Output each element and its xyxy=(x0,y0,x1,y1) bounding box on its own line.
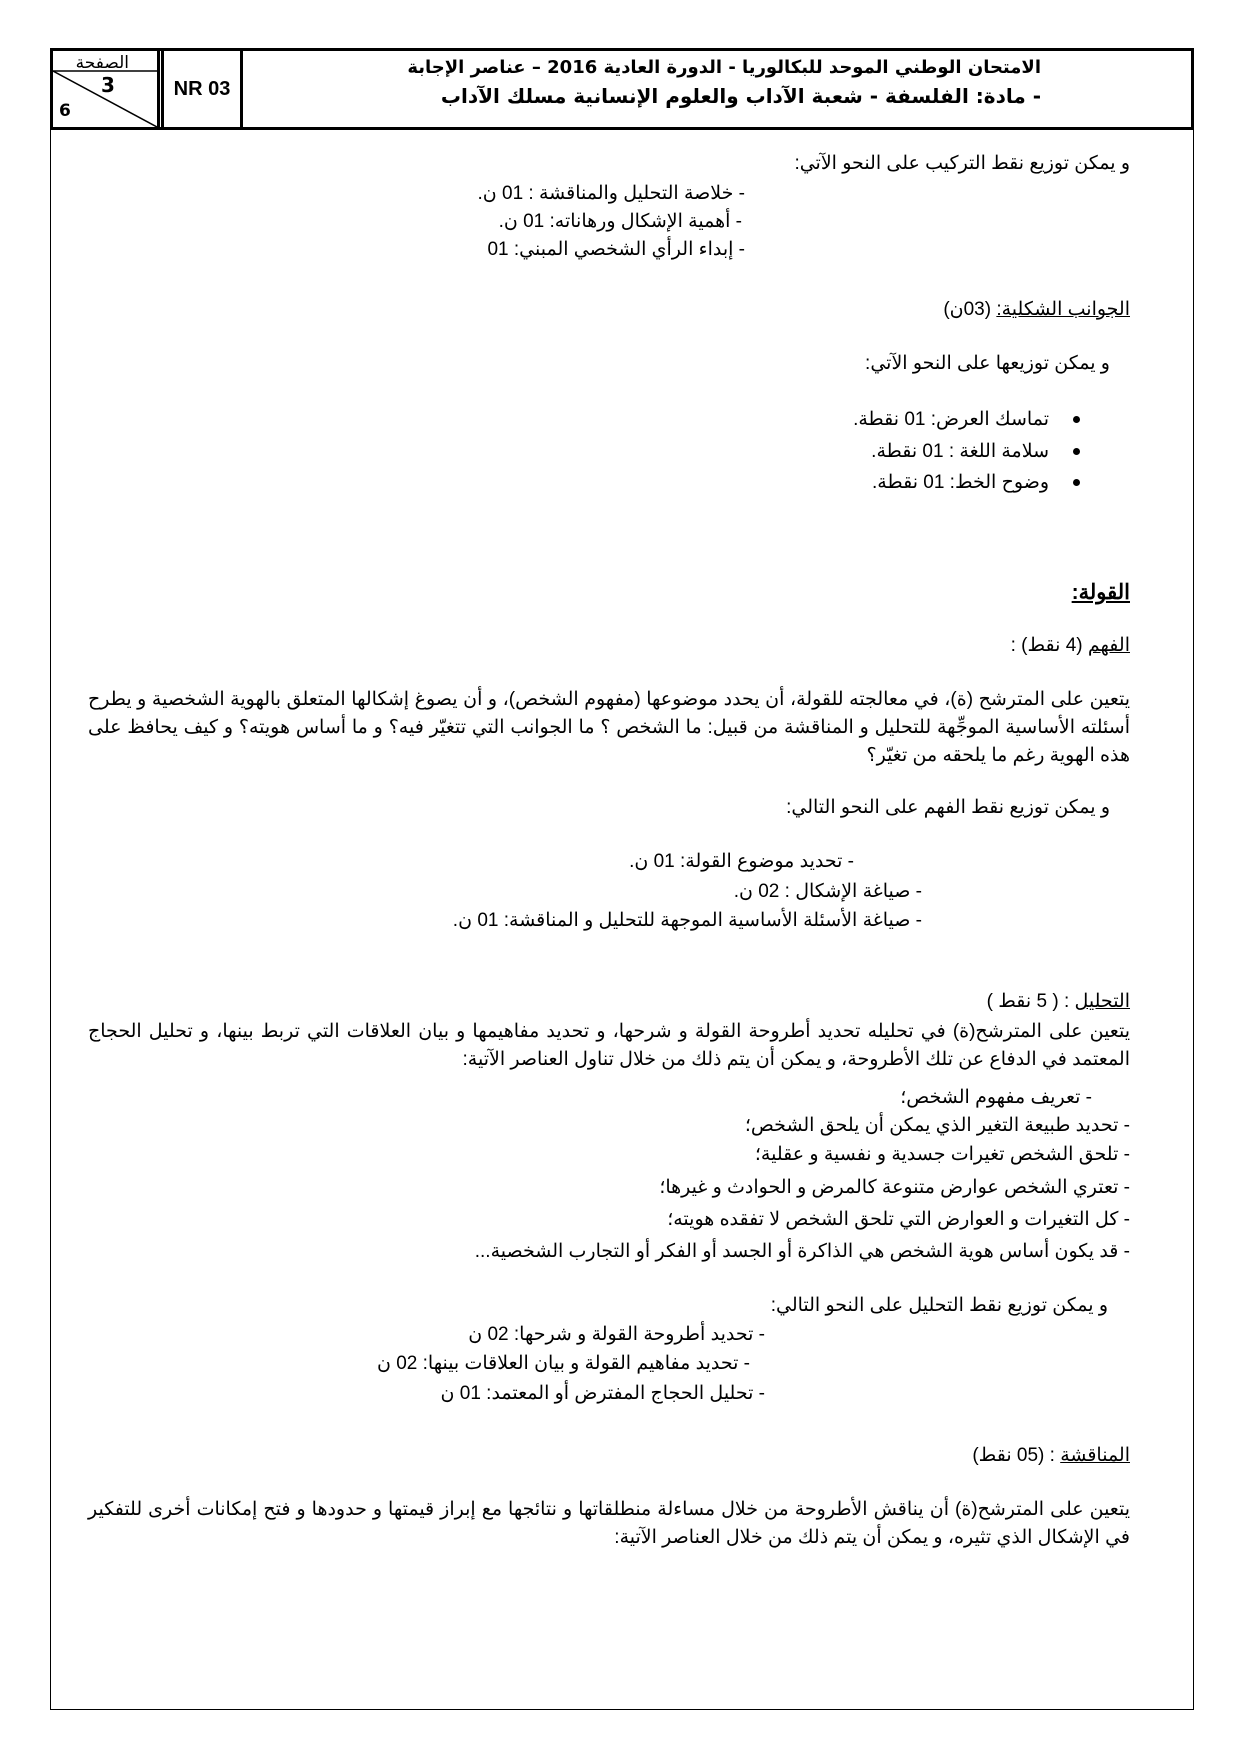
analysis-heading-line xyxy=(987,990,1130,1013)
understanding-heading-line xyxy=(1011,634,1130,657)
bullet-icon xyxy=(1073,479,1080,486)
page-number: 3 xyxy=(101,73,115,97)
formal-heading: الجوانب الشكلية: xyxy=(996,299,1130,320)
exam-header xyxy=(50,48,1194,130)
understanding-item: - صياغة الإشكال : 02 ن. xyxy=(733,881,922,902)
analysis-heading: التحليل xyxy=(1074,991,1130,1012)
formal-item: سلامة اللغة : 01 نقطة. xyxy=(871,440,1080,463)
title-line-2: - مادة: الفلسفة - شعبة الآداب والعلوم الإنسانية مسلك الآداب xyxy=(440,84,1041,108)
formal-item: وضوح الخط: 01 نقطة. xyxy=(872,471,1080,494)
analysis-item: - تحديد أطروحة القولة و شرحها: 02 ن xyxy=(468,1324,765,1345)
synthesis-item: - أهمية الإشكال ورهاناته: 01 ن. xyxy=(498,211,742,232)
analysis-paragraph: يتعين على المترشح(ة) في تحليله تحديد أطروحة القولة و شرحها، و تحديد مفاهيمها و بيان العلاقات التي تربط بينها، و تحليل الحجاج المعتمد في الدفاع عن تلك الأطروحة، و يمكن أن يتم ذلك من خلال تناول العناصر الآتية: xyxy=(88,1021,1130,1070)
understanding-paragraph: يتعين على المترشح (ة)، في معالجته للقولة، أن يحدد موضوعها (مفهوم الشخص)، و أن يصوغ إشكالها المتعلق بالهوية الشخصية و يطرح أسئلته الأساسية الموجِّهة للتحليل و المناقشة من قبيل: ما الشخص ؟ ما الجوانب التي تتغيّر فيه؟ و ما أساس هويته؟ و كيف يحافظ على هذه الهوية رغم ما يلحقه من تغيّر؟ xyxy=(88,689,1130,766)
page-number-box xyxy=(53,51,160,127)
synthesis-item: - إبداء الرأي الشخصي المبني: 01 xyxy=(487,239,745,260)
formal-heading-line xyxy=(943,298,1130,321)
understanding-item: - صياغة الأسئلة الأساسية الموجهة للتحليل و المناقشة: 01 ن. xyxy=(452,910,922,931)
discussion-heading-line xyxy=(972,1444,1130,1467)
title-line-1: الامتحان الوطني الموحد للبكالوريا - الدورة العادية 2016 – عناصر الإجابة xyxy=(407,57,1041,78)
analysis-element: - تحديد طبيعة التغير الذي يمكن أن يلحق الشخص؛ xyxy=(744,1115,1130,1136)
understanding-item: - تحديد موضوع القولة: 01 ن. xyxy=(629,851,854,872)
analysis-element: - كل التغيرات و العوارض التي تلحق الشخص لا تفقده هويته؛ xyxy=(667,1209,1130,1230)
bullet-icon xyxy=(1073,416,1080,423)
analysis-points: : ( 5 نقط ) xyxy=(986,991,1070,1012)
discussion-heading: المناقشة xyxy=(1060,1445,1130,1466)
formal-points: (03ن) xyxy=(943,299,992,320)
quote-heading: القولة: xyxy=(1071,581,1130,604)
discussion-paragraph: يتعين على المترشح(ة) أن يناقش الأطروحة من خلال مساءلة منطلقاتها و نتائجها مع إبراز قيمتها و حدودها و فتح إمكانات أخرى للتفكير في الإشكال الذي تثيره، و يمكن أن يتم ذلك من خلال العناصر الآتية: xyxy=(88,1499,1130,1548)
understanding-points: (4 نقط) : xyxy=(1010,635,1083,656)
analysis-element: - تعريف مفهوم الشخص؛ xyxy=(900,1087,1092,1108)
analysis-element: - تعتري الشخص عوارض متنوعة كالمرض و الحوادث و غيرها؛ xyxy=(659,1177,1130,1198)
understanding-intro: و يمكن توزيع نقط الفهم على النحو التالي: xyxy=(786,797,1110,818)
formal-intro: و يمكن توزيعها على النحو الآتي: xyxy=(865,353,1110,374)
analysis-intro: و يمكن توزيع نقط التحليل على النحو التالي: xyxy=(770,1295,1108,1316)
analysis-item: - تحديد مفاهيم القولة و بيان العلاقات بينها: 02 ن xyxy=(376,1353,750,1374)
exam-title xyxy=(253,51,1191,127)
analysis-element: - تلحق الشخص تغيرات جسدية و نفسية و عقلية؛ xyxy=(754,1144,1130,1165)
synthesis-item: - خلاصة التحليل والمناقشة : 01 ن. xyxy=(477,183,745,204)
page-total: 6 xyxy=(59,101,71,121)
discussion-points: : (05 نقط) xyxy=(972,1445,1055,1466)
analysis-element: - قد يكون أساس هوية الشخص هي الذاكرة أو الجسد أو الفكر أو التجارب الشخصية... xyxy=(474,1241,1130,1262)
synthesis-intro: و يمكن توزيع نقط التركيب على النحو الآتي: xyxy=(794,153,1130,174)
bullet-icon xyxy=(1073,448,1080,455)
formal-item: تماسك العرض: 01 نقطة. xyxy=(853,408,1080,431)
analysis-item: - تحليل الحجاج المفترض أو المعتمد: 01 ن xyxy=(440,1383,765,1404)
page-label: الصفحة xyxy=(75,53,129,73)
exam-code: NR 03 xyxy=(161,51,243,127)
understanding-heading: الفهم xyxy=(1087,635,1130,656)
